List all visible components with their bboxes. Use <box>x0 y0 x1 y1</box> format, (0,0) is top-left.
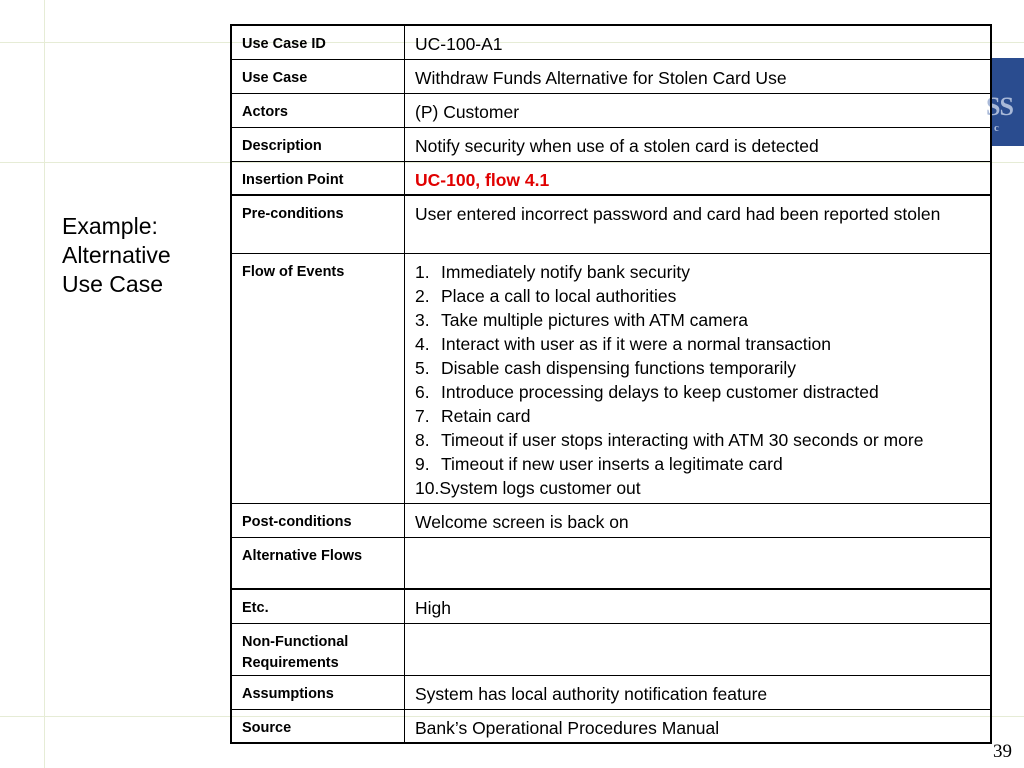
row-label: Post-conditions <box>231 503 405 537</box>
step-number: 3. <box>415 309 430 330</box>
step-text: System logs customer out <box>439 477 641 498</box>
row-value: User entered incorrect password and card had been reported stolen <box>405 195 992 253</box>
row-value <box>405 537 992 589</box>
step-text: Immediately notify bank security <box>441 261 690 282</box>
row-value <box>405 253 992 503</box>
use-case-table <box>230 24 992 744</box>
list-item <box>415 332 984 356</box>
step-text: Introduce processing delays to keep customer distracted <box>441 381 879 402</box>
row-label: Source <box>231 709 405 743</box>
row-label: Insertion Point <box>231 161 405 195</box>
list-item <box>415 356 984 380</box>
table-row <box>231 503 991 537</box>
brand-logo <box>986 58 1024 146</box>
slide-title-text: Example: Alternative Use Case <box>62 213 171 297</box>
row-value: Welcome screen is back on <box>405 503 992 537</box>
brand-logo-text: SS <box>986 92 1013 121</box>
row-label: Actors <box>231 93 405 127</box>
step-text: Interact with user as if it were a normal transaction <box>441 333 832 354</box>
table-row <box>231 195 991 253</box>
list-item <box>415 380 984 404</box>
grid-line <box>44 0 45 768</box>
list-item <box>415 308 984 332</box>
row-value: System has local authority notification feature <box>405 675 992 709</box>
flow-list <box>415 260 984 500</box>
row-label: Use Case ID <box>231 25 405 59</box>
table-row <box>231 127 991 161</box>
step-number: 7. <box>415 405 430 426</box>
table-row <box>231 161 991 195</box>
row-value <box>405 623 992 675</box>
step-text: Timeout if user stops interacting with ATM 30 seconds or more <box>441 429 924 450</box>
table-row <box>231 623 991 675</box>
table-row <box>231 25 991 59</box>
list-item <box>415 404 984 428</box>
page-number: 39 <box>993 741 1012 762</box>
table-row <box>231 253 991 503</box>
table-row <box>231 675 991 709</box>
table-row <box>231 93 991 127</box>
step-number: 2. <box>415 285 430 306</box>
row-value: (P) Customer <box>405 93 992 127</box>
row-label: Assumptions <box>231 675 405 709</box>
step-number: 10. <box>415 477 440 498</box>
step-number: 4. <box>415 333 430 354</box>
slide-title <box>62 212 222 299</box>
step-text: Disable cash dispensing functions temporarily <box>441 357 797 378</box>
row-label: Pre-conditions <box>231 195 405 253</box>
step-number: 8. <box>415 429 430 450</box>
row-label: Description <box>231 127 405 161</box>
step-text: Take multiple pictures with ATM camera <box>441 309 749 330</box>
step-text: Retain card <box>441 405 531 426</box>
step-text: Timeout if new user inserts a legitimate card <box>441 453 783 474</box>
list-item <box>415 476 984 500</box>
row-label: Alternative Flows <box>231 537 405 589</box>
brand-logo-subtext: c <box>994 122 999 134</box>
row-value: UC-100-A1 <box>405 25 992 59</box>
list-item <box>415 260 984 284</box>
step-number: 1. <box>415 261 430 282</box>
list-item <box>415 284 984 308</box>
step-text: Place a call to local authorities <box>441 285 677 306</box>
row-label: Use Case <box>231 59 405 93</box>
list-item <box>415 452 984 476</box>
table-row <box>231 59 991 93</box>
step-number: 5. <box>415 357 430 378</box>
row-value: UC-100, flow 4.1 <box>405 161 992 195</box>
step-number: 6. <box>415 381 430 402</box>
table-row <box>231 537 991 589</box>
row-value: High <box>405 589 992 623</box>
row-label: Flow of Events <box>231 253 405 503</box>
table-row <box>231 709 991 743</box>
row-value: Bank’s Operational Procedures Manual <box>405 709 992 743</box>
row-value: Notify security when use of a stolen card is detected <box>405 127 992 161</box>
table-row <box>231 589 991 623</box>
step-number: 9. <box>415 453 430 474</box>
list-item <box>415 428 984 452</box>
row-label: Non-Functional Requirements <box>231 623 405 675</box>
row-value: Withdraw Funds Alternative for Stolen Card Use <box>405 59 992 93</box>
row-label: Etc. <box>231 589 405 623</box>
